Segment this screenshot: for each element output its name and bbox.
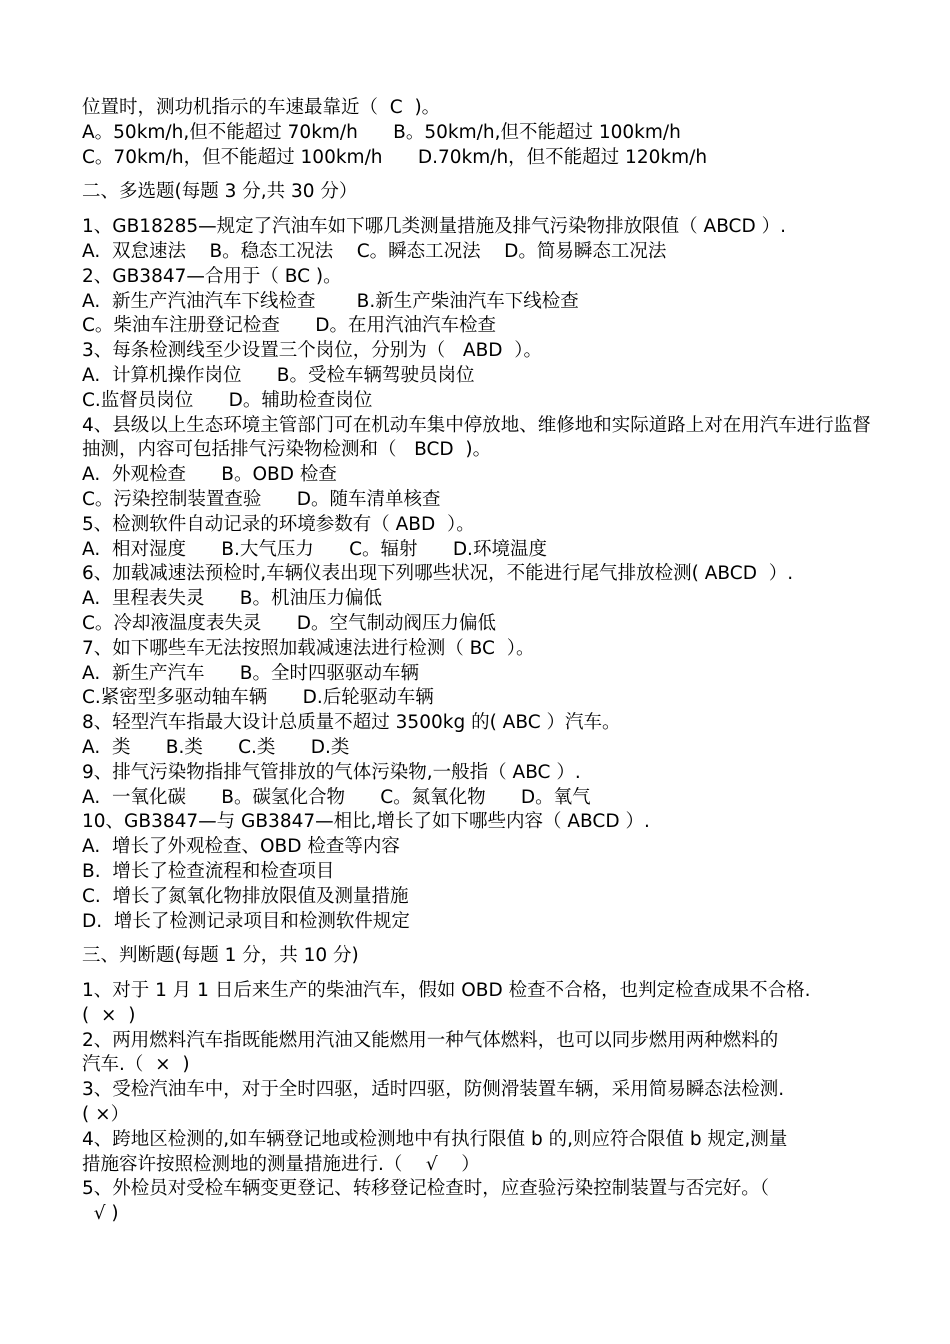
text-line: 5、外检员对受检车辆变更登记、转移登记检查时，应查验污染控制装置与否完好。（ — [82, 1178, 770, 1200]
text-line: 4、县级以上生态环境主管部门可在机动车集中停放地、维修地和实际道路上对在用汽车进行监督抽测，内容可包括排气污染物检测和（ BCD )。 — [82, 414, 871, 461]
text-line: C。柴油车注册登记检查 D。在用汽油汽车检查 — [82, 315, 496, 337]
text-line: A. 外观检查 B。OBD 检查 — [82, 464, 337, 486]
text-line: A. 增长了外观检查、OBD 检查等内容 — [82, 836, 400, 858]
text-line: C.监督员岗位 D。辅助检查岗位 — [82, 389, 373, 411]
text-line: A. 里程表失灵 B。机油压力偏低 — [82, 588, 382, 610]
text-line: D. 增长了检测记录项目和检测软件规定 — [82, 910, 410, 932]
text-line: 9、排气污染物指排气管排放的气体污染物,一般指（ ABC ）. — [82, 761, 581, 783]
text-line: 2、两用燃料汽车指既能燃用汽油又能燃用一种气体燃料，也可以同步燃用两种燃料的 — [82, 1029, 779, 1051]
text-line: √ ) — [82, 1203, 119, 1225]
text-line: 3、受检汽油车中，对于全时四驱，适时四驱，防侧滑装置车辆，采用简易瞬态法检测. — [82, 1079, 785, 1101]
text-line: A. 计算机操作岗位 B。受检车辆驾驶员岗位 — [82, 364, 475, 386]
text-line: 5、检测软件自动记录的环境参数有（ ABD ）。 — [82, 513, 475, 535]
text-line: C。冷却液温度表失灵 D。空气制动阀压力偏低 — [82, 612, 496, 634]
text-line: ( × ) — [82, 1004, 136, 1026]
text-line: A. 双怠速法 B。稳态工况法 C。瞬态工况法 D。简易瞬态工况法 — [82, 240, 667, 262]
text-line: A。50km/h,但不能超过 70km/h B。50km/h,但不能超过 100km/h — [82, 121, 681, 143]
text-line: A. 新生产汽油汽车下线检查 B.新生产柴油汽车下线检查 — [82, 290, 579, 312]
text-line: C。70km/h，但不能超过 100km/h D.70km/h，但不能超过 120km/h — [82, 146, 708, 168]
text-line: C.紧密型多驱动轴车辆 D.后轮驱动车辆 — [82, 687, 434, 709]
text-line: 3、每条检测线至少设置三个岗位，分别为（ ABD ）。 — [82, 340, 543, 362]
text-line: A. 一氧化碳 B。碳氢化合物 C。氮氧化物 D。氧气 — [82, 786, 591, 808]
document-body — [82, 96, 882, 1227]
text-line: A. 相对湿度 B.大气压力 C。辐射 D.环境温度 — [82, 538, 547, 560]
text-line: 8、轻型汽车指最大设计总质量不超过 3500kg 的( ABC ）汽车。 — [82, 712, 621, 734]
text-line: 10、GB3847—与 GB3847—相比,增长了如下哪些内容（ ABCD ）. — [82, 811, 650, 833]
text-line: 2、GB3847—合用于（ BC )。 — [82, 265, 342, 287]
section-heading: 三、判断题(每题 1 分，共 10 分) — [82, 945, 359, 967]
section-heading: 二、多选题(每题 3 分,共 30 分） — [82, 181, 358, 203]
text-line: C. 增长了氮氧化物排放限值及测量措施 — [82, 885, 409, 907]
text-line: 1、对于 1 月 1 日后来生产的柴油汽车，假如 OBD 检查不合格，也判定检查成果不合格. — [82, 980, 811, 1002]
text-line: C。污染控制装置查验 D。随车清单核查 — [82, 488, 441, 510]
text-line: 位置时，测功机指示的车速最靠近（ C )。 — [82, 97, 441, 118]
text-line: 7、如下哪些车无法按照加载减速法进行检测（ BC ）。 — [82, 637, 535, 659]
text-line: B. 增长了检查流程和检查项目 — [82, 860, 335, 882]
text-line: 措施容许按照检测地的测量措施进行.（ √ ） — [82, 1153, 480, 1175]
text-line: 1、GB18285—规定了汽油车如下哪几类测量措施及排气污染物排放限值（ ABCD ）. — [82, 216, 786, 238]
text-line: A. 新生产汽车 B。全时四驱驱动车辆 — [82, 662, 419, 684]
text-line: ( ×） — [82, 1104, 130, 1126]
text-line: 4、跨地区检测的,如车辆登记地或检测地中有执行限值 b 的,则应符合限值 b 规定,测量 — [82, 1128, 788, 1150]
text-line: 6、加载减速法预检时,车辆仪表出现下列哪些状况，不能进行尾气排放检测( ABCD ）. — [82, 563, 794, 585]
text-line: A. 类 B.类 C.类 D.类 — [82, 736, 350, 758]
text-line: 汽车.（ × ) — [82, 1054, 190, 1076]
